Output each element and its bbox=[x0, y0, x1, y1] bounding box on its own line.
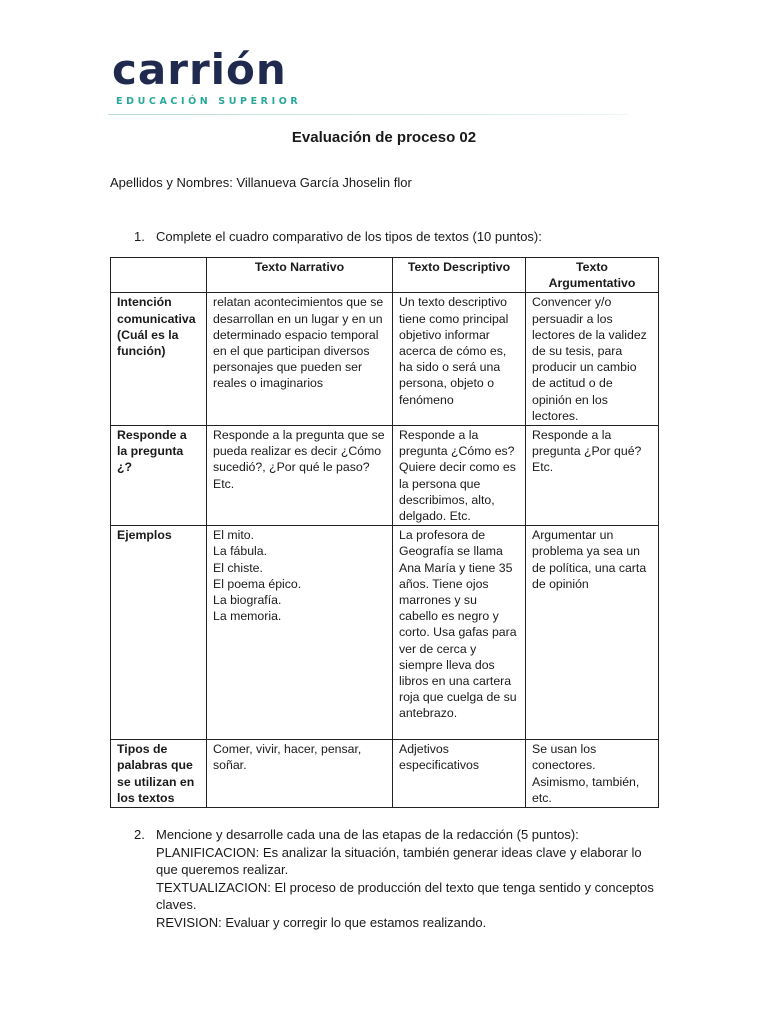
question-2-answers bbox=[134, 844, 664, 932]
question-2 bbox=[134, 826, 664, 931]
student-name-line: Apellidos y Nombres: Villanueva García Jhoselin flor bbox=[110, 175, 412, 190]
table-row bbox=[111, 426, 659, 526]
row-label: Intención comunicativa (Cuál es la función) bbox=[111, 293, 207, 426]
question-1 bbox=[134, 229, 542, 244]
answer-planificacion: PLANIFICACION: Es analizar la situación, también generar ideas clave y elaborar lo que queremos realizar. bbox=[156, 844, 642, 877]
answer-revision: REVISION: Evaluar y corregir lo que estamos realizando. bbox=[156, 914, 487, 930]
carrion-logo bbox=[112, 45, 302, 107]
page-title: Evaluación de proceso 02 bbox=[291, 129, 477, 146]
logo-tagline: EDUCACIÓN SUPERIOR bbox=[116, 96, 302, 107]
header-empty bbox=[111, 258, 207, 293]
row-label: Responde a la pregunta ¿? bbox=[111, 426, 207, 526]
comparison-table bbox=[110, 257, 659, 808]
question-2-text: Mencione y desarrolle cada una de las etapas de la redacción (5 puntos): bbox=[156, 827, 579, 842]
question-1-text: Complete el cuadro comparativo de los tipos de textos (10 puntos): bbox=[156, 229, 542, 244]
cell-argumentativo: Convencer y/o persuadir a los lectores de la validez de su tesis, para producir un cambio de actitud o de opinión en los lectores. bbox=[526, 293, 659, 426]
header-argumentativo: Texto Argumentativo bbox=[526, 258, 659, 293]
cell-descriptivo: La profesora de Geografía se llama Ana María y tiene 35 años. Tiene ojos marrones y su cabello es negro y corto. Usa gafas para ver de cerca y siempre lleva dos libros en una cartera roja que cuelga de su antebrazo. bbox=[393, 526, 526, 740]
table-row bbox=[111, 526, 659, 740]
header-narrativo: Texto Narrativo bbox=[207, 258, 393, 293]
header-divider bbox=[108, 114, 628, 115]
table-header-row bbox=[111, 258, 659, 293]
question-1-number: 1. bbox=[134, 229, 145, 244]
cell-narrativo: Comer, vivir, hacer, pensar, soñar. bbox=[207, 740, 393, 808]
cell-narrativo: El mito. La fábula. El chiste. El poema épico. La biografía. La memoria. bbox=[207, 526, 393, 740]
table-row bbox=[111, 293, 659, 426]
cell-descriptivo: Un texto descriptivo tiene como principal objetivo informar acerca de cómo es, ha sido o será una persona, objeto o fenómeno bbox=[393, 293, 526, 426]
cell-narrativo: Responde a la pregunta que se pueda realizar es decir ¿Cómo sucedió?, ¿Por qué le paso? Etc. bbox=[207, 426, 393, 526]
cell-argumentativo: Responde a la pregunta ¿Por qué? Etc. bbox=[526, 426, 659, 526]
logo-wordmark: carrión bbox=[112, 45, 287, 94]
table-row bbox=[111, 740, 659, 808]
cell-descriptivo: Adjetivos especificativos bbox=[393, 740, 526, 808]
cell-argumentativo: Argumentar un problema ya sea un de política, una carta de opinión bbox=[526, 526, 659, 740]
cell-argumentativo: Se usan los conectores. Asimismo, también, etc. bbox=[526, 740, 659, 808]
header-descriptivo: Texto Descriptivo bbox=[393, 258, 526, 293]
answer-textualizacion: TEXTUALIZACION: El proceso de producción del texto que tenga sentido y conceptos claves. bbox=[156, 879, 654, 912]
row-label: Tipos de palabras que se utilizan en los textos bbox=[111, 740, 207, 808]
cell-descriptivo: Responde a la pregunta ¿Cómo es? Quiere decir como es la persona que describimos, alto, delgado. Etc. bbox=[393, 426, 526, 526]
row-label: Ejemplos bbox=[111, 526, 207, 740]
cell-narrativo: relatan acontecimientos que se desarrollan en un lugar y en un determinado espacio temporal en el que participan diversos personajes que pueden ser reales o imaginarios bbox=[207, 293, 393, 426]
question-2-number: 2. bbox=[134, 827, 145, 842]
